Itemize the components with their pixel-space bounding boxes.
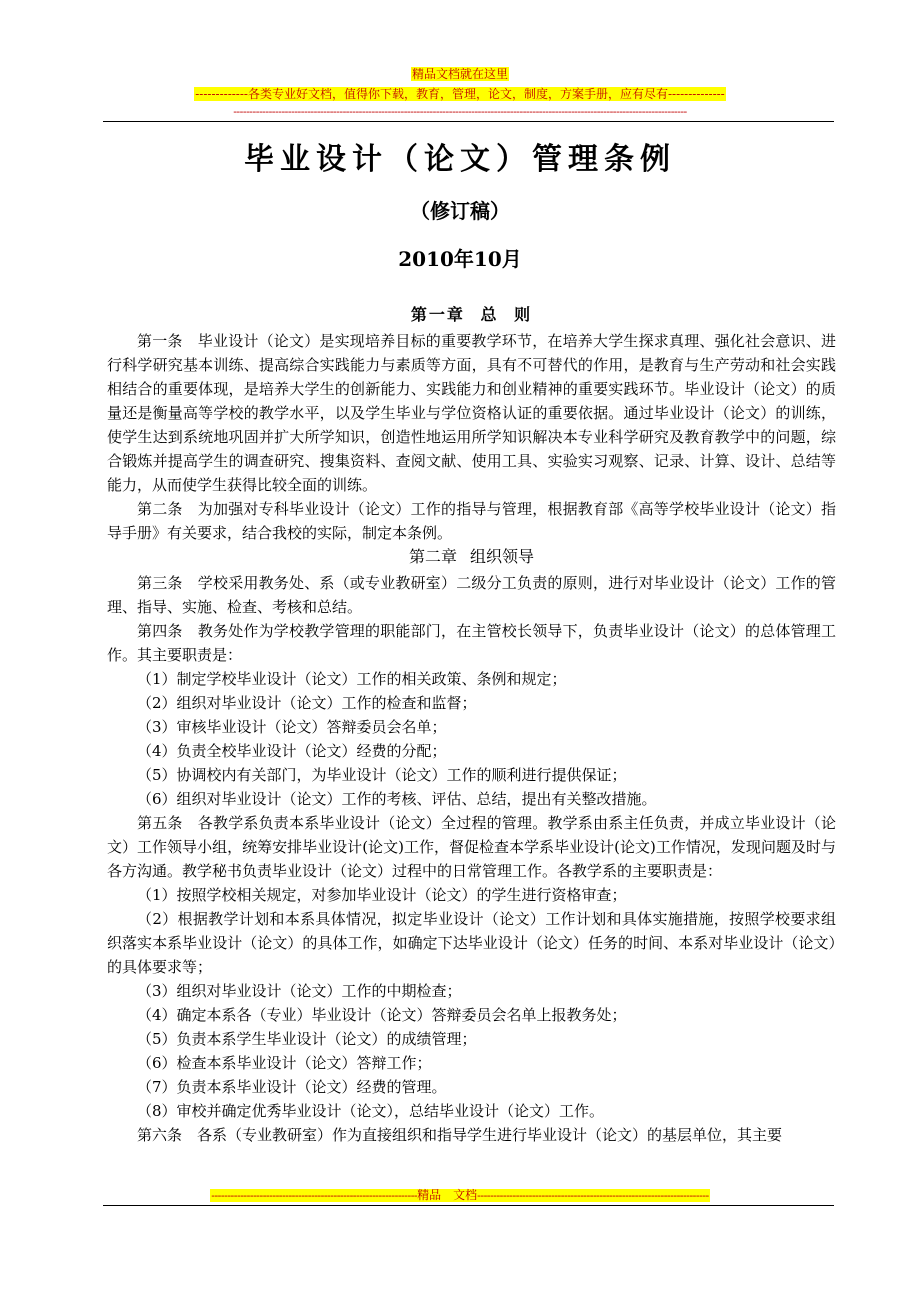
article-5: 第五条 各教学系负责本系毕业设计（论文）全过程的管理。教学系由系主任负责，并成立毕业设计（论文）工作领导小组，统筹安排毕业设计(论文)工作，督促检查本学系毕业设计(论文)工作情况，发现问题及时与各方沟通。教学秘书负责毕业设计（论文）过程中的日常管理工作。各教学系的主要职责是： (107, 814, 836, 880)
article-5-item-4: （4）确定本系各（专业）毕业设计（论文）答辩委员会名单上报教务处； (137, 1006, 627, 1024)
article-4-item-1: （1）制定学校毕业设计（论文）工作的相关政策、条例和规定； (137, 670, 567, 688)
article-4-item-6: （6）组织对毕业设计（论文）工作的考核、评估、总结，提出有关整改措施。 (137, 790, 657, 808)
article-1: 第一条 毕业设计（论文）是实现培养目标的重要教学环节，在培养大学生探求真理、强化社会意识、进行科学研究基本训练、提高综合实践能力与素质等方面，具有不可替代的作用，是教育与生产劳动和社会实践相结合的重要体现，是培养大学生的创新能力、实践能力和创业精神的重要实践环节。毕业设计（论文）的质量还是衡量高等学校的教学水平，以及学生毕业与学位资格认证的重要依据。通过毕业设计（论文）的训练，使学生达到系统地巩固并扩大所学知识，创造性地运用所学知识解决本专业科学研究及教育教学中的问题，综合锻炼并提高学生的调查研究、搜集资料、查阅文献、使用工具、实验实习观察、记录、计算、设计、总结等能力，从而使学生获得比较全面的训练。 (107, 332, 836, 494)
footer-dash-left: ---------------------------------------------------------------- (211, 1189, 418, 1202)
footer-line (0, 1187, 920, 1204)
article-4: 第四条 教务处作为学校教学管理的职能部门，在主管校长领导下，负责毕业设计（论文）的总体管理工作。其主要职责是： (107, 622, 836, 664)
footer-dash-right: ------------------------------------------------------------------------ (477, 1189, 709, 1202)
chapter-2-number: 第二章 (408, 547, 457, 566)
footer-highlight (210, 1189, 710, 1202)
article-5-item-1: （1）按照学校相关规定，对参加毕业设计（论文）的学生进行资格审查； (137, 886, 627, 904)
article-4-item-4: （4）负责全校毕业设计（论文）经费的分配； (137, 742, 447, 760)
article-5-item-6: （6）检查本系毕业设计（论文）答辩工作； (137, 1054, 432, 1072)
document-title: 毕业设计（论文）管理条例 (244, 142, 676, 177)
header-dash-line-text: --------------------------------------------------------------------------------------------------------------------------------------------- (233, 105, 687, 118)
chapter-1-heading (107, 303, 836, 329)
header-rule (103, 121, 834, 122)
chapter-1-number: 第一章 (410, 305, 465, 324)
article-6: 第六条 各系（专业教研室）作为直接组织和指导学生进行毕业设计（论文）的基层单位，其主要 (137, 1126, 783, 1144)
chapter-2-heading (107, 545, 836, 571)
header-ad-line-text: -------------各类专业好文档，值得你下载，教育，管理，论文，制度，方案手册，应有尽有-------------- (195, 87, 725, 101)
article-5-item-2: （2）根据教学计划和本系具体情况，拟定毕业设计（论文）工作计划和具体实施措施，按照学校要求组织落实本系毕业设计（论文）的具体工作，如确定下达毕业设计（论文）任务的时间、本系对毕业设计（论文）的具体要求等； (107, 910, 836, 976)
chapter-2-title: 组织领导 (470, 547, 535, 566)
article-4-item-2: （2）组织对毕业设计（论文）工作的检查和监督； (137, 694, 477, 712)
article-3: 第三条 学校采用教务处、系（或专业教研室）二级分工负责的原则，进行对毕业设计（论文）工作的管理、指导、实施、检查、考核和总结。 (107, 574, 836, 616)
footer-rule (103, 1205, 834, 1206)
header-top-line-text: 精品文档就在这里 (411, 67, 508, 81)
document-subtitle: （修订稿） (410, 199, 510, 223)
article-4-item-5: （5）协调校内有关部门，为毕业设计（论文）工作的顺利进行提供保证； (137, 766, 627, 784)
header-top-line (0, 66, 920, 82)
header-ad-line (0, 86, 920, 102)
header-dash-line (0, 104, 920, 120)
document-body (107, 303, 836, 1147)
article-5-item-7: （7）负责本系毕业设计（论文）经费的管理。 (137, 1078, 447, 1096)
article-5-item-5: （5）负责本系学生毕业设计（论文）的成绩管理； (137, 1030, 477, 1048)
article-4-item-3: （3）审核毕业设计（论文）答辩委员会名单； (137, 718, 447, 736)
chapter-1-title-part2: 则 (514, 305, 533, 324)
article-5-item-8: （8）审校并确定优秀毕业设计（论文），总结毕业设计（论文）工作。 (137, 1102, 605, 1120)
document-date: 2010年10月 (398, 247, 522, 271)
article-5-item-3: （3）组织对毕业设计（论文）工作的中期检查； (137, 982, 462, 1000)
article-2: 第二条 为加强对专科毕业设计（论文）工作的指导与管理，根据教育部《高等学校毕业设计（论文）指导手册》有关要求，结合我校的实际，制定本条例。 (107, 500, 836, 542)
footer-label: 精品 文档 (417, 1188, 478, 1202)
chapter-1-title-part1: 总 (480, 305, 499, 324)
